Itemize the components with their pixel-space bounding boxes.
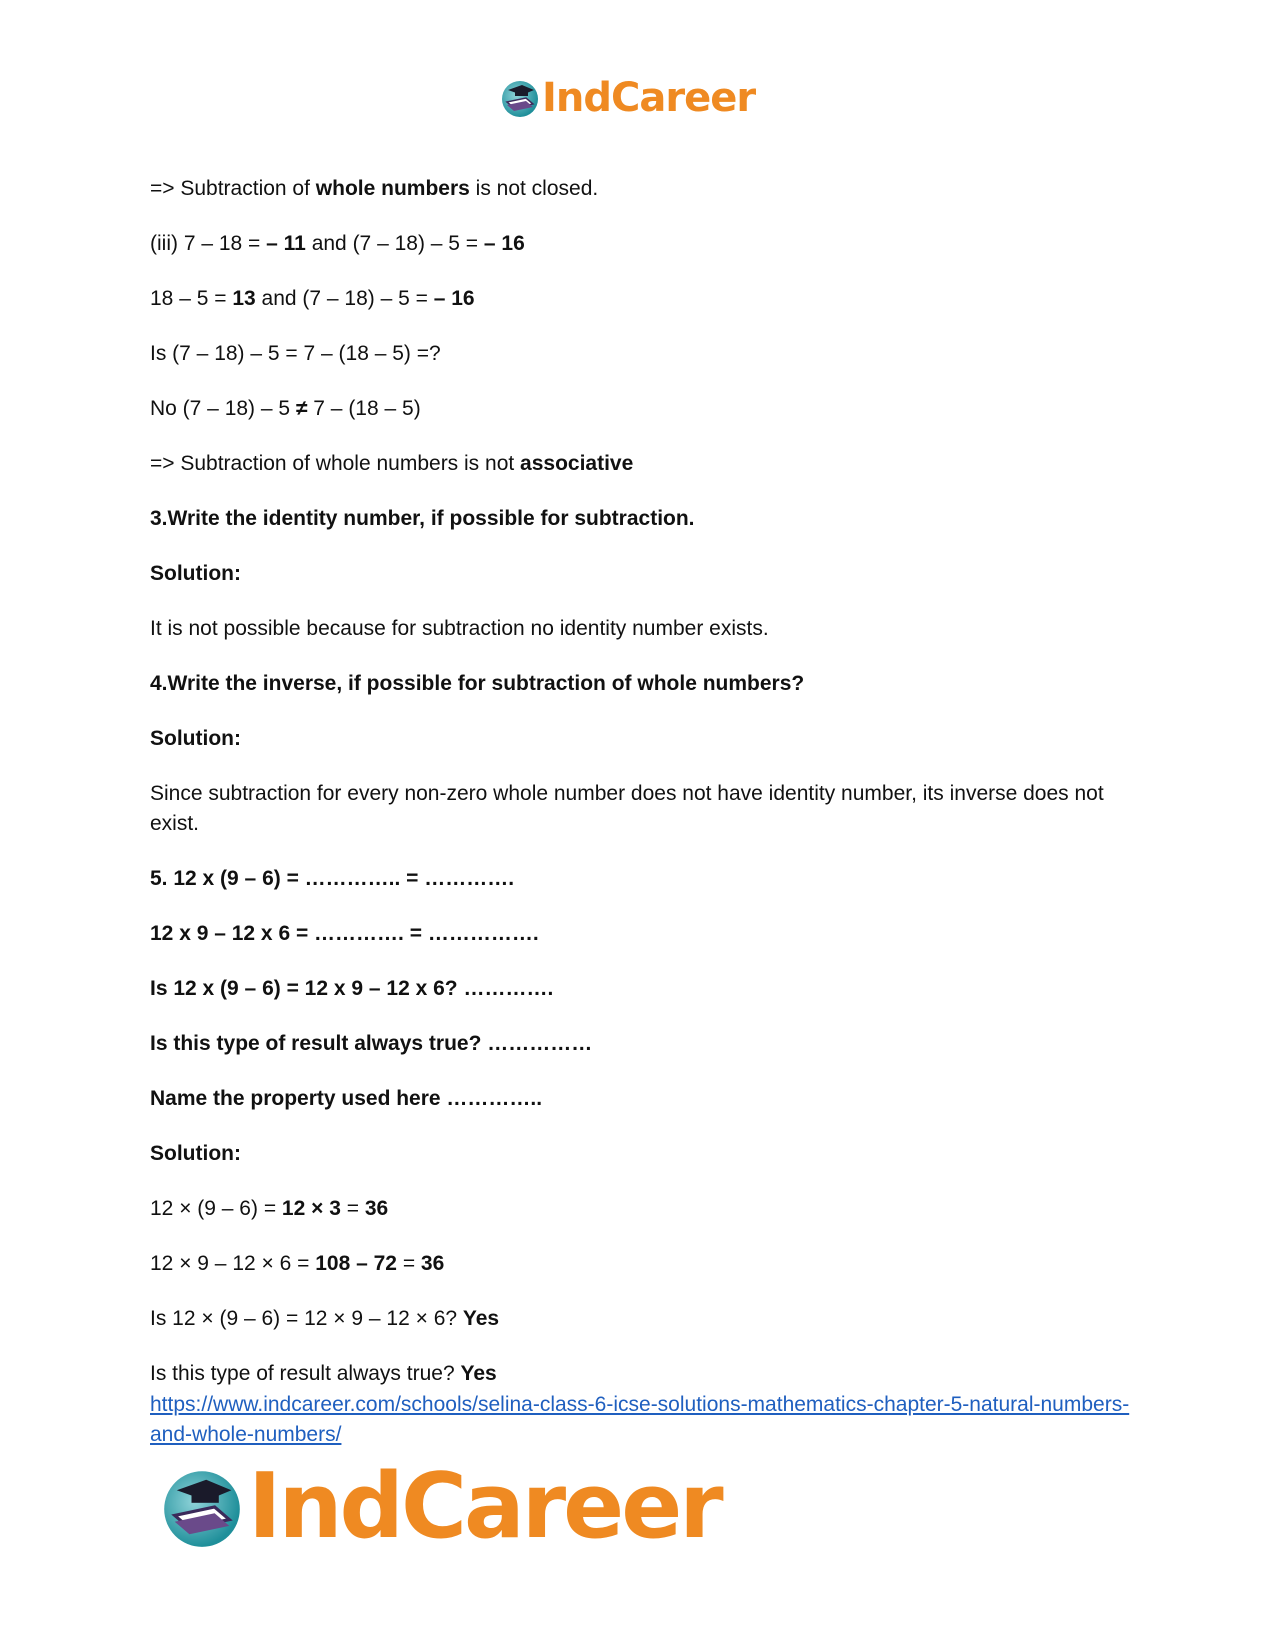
text-line: Since subtraction for every non-zero whole number does not have identity number, its inverse does not exist. bbox=[150, 782, 1104, 835]
question-heading: 3.Write the identity number, if possible for subtraction. bbox=[150, 507, 695, 530]
question-heading: 5. 12 x (9 – 6) = ………….. = …………. bbox=[150, 867, 515, 890]
graduation-cap-globe-book-icon bbox=[500, 78, 540, 118]
question-line: Name the property used here ………….. bbox=[150, 1087, 543, 1110]
footer-logo bbox=[160, 1454, 721, 1559]
solution-label: Solution: bbox=[150, 1142, 241, 1165]
document-body bbox=[150, 174, 1130, 1450]
text-line: Is this type of result always true? Yes bbox=[150, 1362, 497, 1385]
source-link[interactable]: https://www.indcareer.com/schools/selina-class-6-icse-solutions-mathematics-chapter-5-natural-numbers-and-whole-numbers/ bbox=[150, 1393, 1130, 1446]
text-line: => Subtraction of whole numbers is not closed. bbox=[150, 177, 599, 200]
text-line: 18 – 5 = 13 and (7 – 18) – 5 = – 16 bbox=[150, 287, 475, 310]
text-line: It is not possible because for subtraction no identity number exists. bbox=[150, 617, 769, 640]
question-line: 12 x 9 – 12 x 6 = …………. = ……………. bbox=[150, 922, 539, 945]
text-line: => Subtraction of whole numbers is not associative bbox=[150, 452, 634, 475]
solution-label: Solution: bbox=[150, 727, 241, 750]
solution-label: Solution: bbox=[150, 562, 241, 585]
text-line: Is (7 – 18) – 5 = 7 – (18 – 5) =? bbox=[150, 342, 441, 365]
question-line: Is this type of result always true? …………… bbox=[150, 1032, 593, 1055]
text-line: Is 12 × (9 – 6) = 12 × 9 – 12 × 6? Yes bbox=[150, 1307, 500, 1330]
header-logo bbox=[500, 75, 756, 121]
header-logo-text: IndCareer bbox=[542, 75, 756, 121]
question-heading: 4.Write the inverse, if possible for subtraction of whole numbers? bbox=[150, 672, 805, 695]
question-line: Is 12 x (9 – 6) = 12 x 9 – 12 x 6? …………. bbox=[150, 977, 554, 1000]
text-line: (iii) 7 – 18 = – 11 and (7 – 18) – 5 = – 16 bbox=[150, 232, 525, 255]
text-line: 12 × 9 – 12 × 6 = 108 – 72 = 36 bbox=[150, 1252, 445, 1275]
text-line: No (7 – 18) – 5 ≠ 7 – (18 – 5) bbox=[150, 397, 421, 420]
footer-logo-text: IndCareer bbox=[248, 1454, 721, 1559]
text-line: 12 × (9 – 6) = 12 × 3 = 36 bbox=[150, 1197, 389, 1220]
graduation-cap-globe-book-icon bbox=[160, 1465, 244, 1549]
